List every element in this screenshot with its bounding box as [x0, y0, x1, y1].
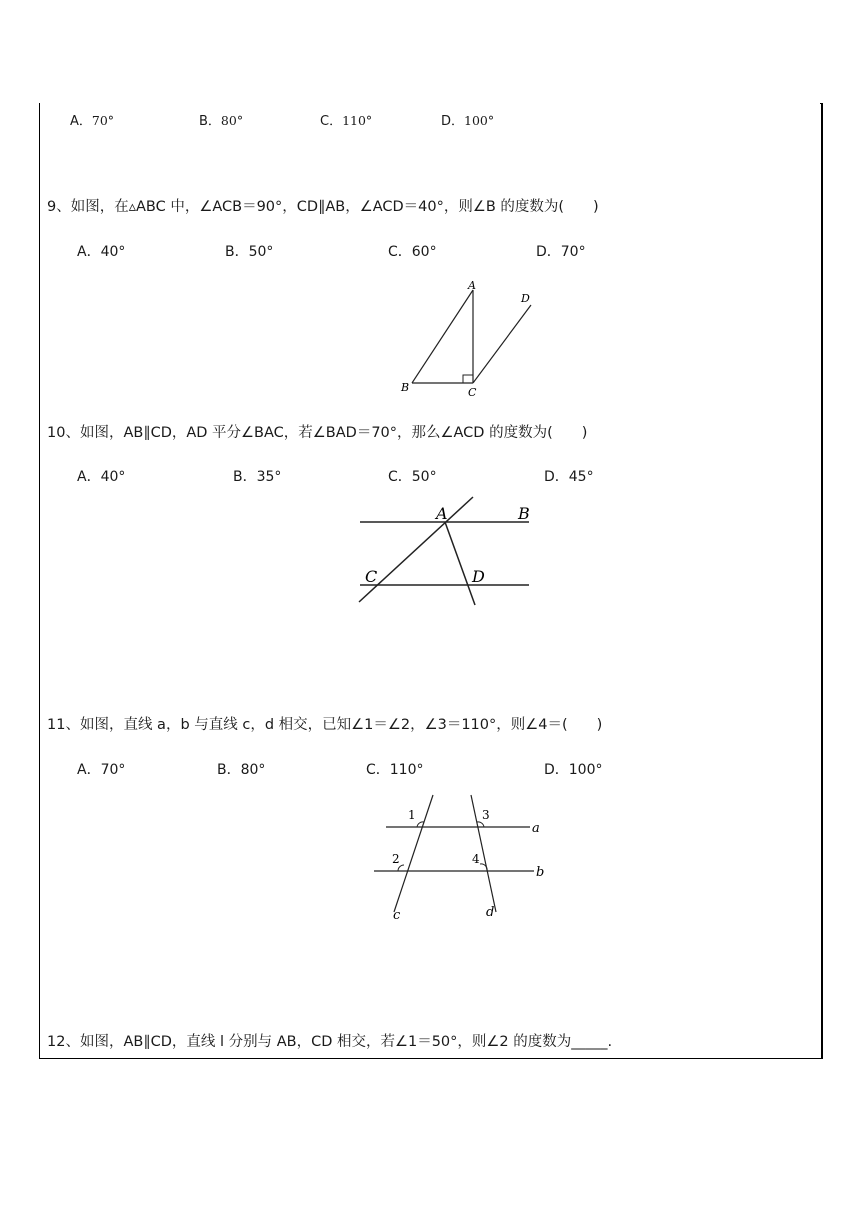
- frame-corner: [820, 103, 823, 104]
- prev-option-d: D．100°: [441, 113, 495, 129]
- q9-label-c: C: [468, 386, 477, 399]
- q10-option-d: D．45°: [544, 469, 594, 485]
- prev-option-a: A．70°: [70, 113, 115, 129]
- q9-text: 9、如图，在▵ABC 中，∠ACB＝90°，CD∥AB，∠ACD＝40°，则∠B 的度数为( ): [47, 199, 599, 215]
- q11-line-b: b: [536, 865, 545, 880]
- prev-option-b: B．80°: [199, 113, 244, 129]
- q11-line-d: d: [486, 905, 495, 920]
- q10-option-a: A．40°: [77, 469, 126, 485]
- q10-option-c: C．50°: [388, 469, 437, 485]
- q10-label-c: C: [365, 567, 378, 586]
- q12-text: 12、如图，AB∥CD，直线 l 分别与 AB，CD 相交，若∠1＝50°，则∠2 的度数为_____.: [47, 1034, 613, 1050]
- q11-angle-3: 3: [482, 808, 490, 822]
- q11-text: 11、如图，直线 a，b 与直线 c，d 相交，已知∠1＝∠2，∠3＝110°，则∠4＝( ): [47, 717, 603, 733]
- q11-option-a: A．70°: [77, 762, 126, 778]
- q9-label-b: B: [401, 381, 410, 394]
- q11-angle-1: 1: [408, 808, 416, 822]
- q11-figure: [370, 792, 560, 922]
- q11-line-a: a: [532, 821, 540, 836]
- q11-line-c: c: [393, 908, 401, 923]
- q9-label-d: D: [521, 292, 530, 305]
- q9-option-a: A．40°: [77, 244, 126, 260]
- q10-text: 10、如图，AB∥CD，AD 平分∠BAC，若∠BAD＝70°，那么∠ACD 的度数为( ): [47, 425, 588, 441]
- q9-option-c: C．60°: [388, 244, 437, 260]
- q9-label-a: A: [468, 279, 476, 292]
- q9-option-b: B．50°: [225, 244, 274, 260]
- q10-label-d: D: [472, 567, 485, 586]
- q11-option-b: B．80°: [217, 762, 266, 778]
- prev-option-c: C．110°: [320, 113, 373, 129]
- q10-figure: [355, 495, 535, 610]
- q11-option-c: C．110°: [366, 762, 424, 778]
- q11-angle-4: 4: [472, 852, 480, 866]
- q9-figure: [395, 278, 545, 398]
- q11-option-d: D．100°: [544, 762, 603, 778]
- q11-angle-2: 2: [392, 852, 400, 866]
- q10-label-b: B: [518, 504, 530, 523]
- q9-option-d: D．70°: [536, 244, 586, 260]
- q10-option-b: B．35°: [233, 469, 282, 485]
- q10-label-a: A: [436, 504, 448, 523]
